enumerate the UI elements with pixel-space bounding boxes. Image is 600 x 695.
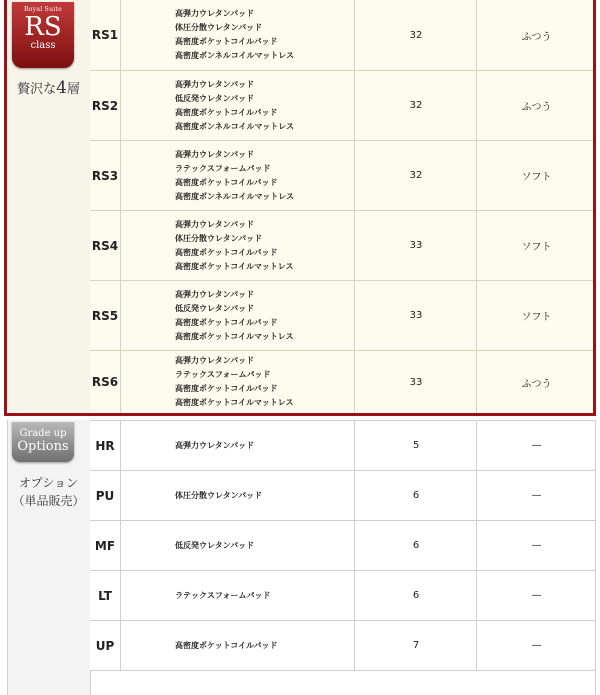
table-row: [0, 281, 600, 350]
layer-list: [121, 71, 355, 140]
layer-item: 高密度ポケットコイルパッド: [175, 317, 278, 327]
option-code: HR: [90, 421, 121, 470]
table-row: [0, 571, 600, 620]
rs-title-post: 層: [66, 82, 80, 97]
firmness-cell: —: [477, 571, 596, 620]
layer-item: 高密度ポケットコイルパッド: [175, 247, 278, 257]
table-row: [0, 211, 600, 280]
firmness-cell: ふつう: [477, 351, 596, 413]
table-row: [0, 0, 600, 70]
layer-list: [121, 141, 355, 210]
value-cell: 6: [356, 521, 477, 570]
layer-item: 高弾力ウレタンパッド: [175, 9, 255, 18]
layer-item: 低反発ウレタンパッド: [175, 540, 255, 550]
firmness-cell: ソフト: [477, 211, 596, 280]
layer-item: 高密度ポケットコイルマットレス: [175, 331, 294, 341]
product-code: RS1: [90, 0, 121, 70]
table-row: [0, 521, 600, 570]
layer-item: 体圧分散ウレタンパッド: [175, 490, 263, 500]
product-code: RS2: [90, 71, 121, 140]
option-code: UP: [90, 621, 121, 670]
value-cell: 33: [356, 351, 477, 413]
option-layer: [121, 521, 355, 570]
value-cell: 33: [356, 211, 477, 280]
product-code: RS6: [90, 351, 121, 413]
value-cell: 32: [356, 71, 477, 140]
options-badge-line1: Grade up: [19, 428, 67, 439]
layer-list: [121, 211, 355, 280]
value-cell: 6: [356, 571, 477, 620]
table-row: [0, 471, 600, 520]
value-cell: 32: [356, 141, 477, 210]
layer-item: 高弾力ウレタンパッド: [175, 440, 255, 450]
rs-title-num: 4: [56, 78, 67, 98]
layer-item: 高密度ボンネルコイルマットレス: [175, 121, 294, 131]
options-badge-line2: Options: [17, 439, 69, 454]
layer-item: 低反発ウレタンパッド: [175, 303, 255, 313]
value-cell: 5: [356, 421, 477, 470]
product-code: RS3: [90, 141, 121, 210]
layer-item: 高密度ポケットコイルマットレス: [175, 398, 294, 407]
firmness-cell: —: [477, 621, 596, 670]
layer-item: 高密度ボンネルコイルマットレス: [175, 191, 294, 201]
product-code: RS5: [90, 281, 121, 350]
firmness-cell: —: [477, 521, 596, 570]
firmness-cell: ふつう: [477, 0, 596, 70]
badge-sub-text: class: [30, 40, 56, 51]
value-cell: 33: [356, 281, 477, 350]
product-code: RS4: [90, 211, 121, 280]
table-row: [0, 141, 600, 210]
option-layer: [121, 421, 355, 470]
value-cell: 7: [356, 621, 477, 670]
layer-item: 高弾力ウレタンパッド: [175, 149, 255, 159]
firmness-cell: —: [477, 421, 596, 470]
layer-item: ラテックスフォームパッド: [175, 163, 271, 173]
layer-item: 高弾力ウレタンパッド: [175, 219, 255, 229]
layer-list: [121, 351, 355, 413]
layer-item: 体圧分散ウレタンパッド: [175, 233, 263, 243]
options-title-line2: （単品販売）: [12, 494, 85, 508]
layer-item: 高弾力ウレタンパッド: [175, 79, 255, 89]
firmness-cell: —: [477, 471, 596, 520]
firmness-cell: ふつう: [477, 71, 596, 140]
table-row: [0, 351, 600, 413]
option-code: MF: [90, 521, 121, 570]
layer-item: 高弾力ウレタンパッド: [175, 289, 255, 299]
table-row: [0, 621, 600, 670]
firmness-cell: ソフト: [477, 141, 596, 210]
value-cell: 6: [356, 471, 477, 520]
table-row: [0, 71, 600, 140]
layer-item: 高密度ポケットコイルパッド: [175, 384, 278, 393]
layer-item: 体圧分散ウレタンパッド: [175, 23, 263, 32]
layer-item: 高弾力ウレタンパッド: [175, 356, 255, 365]
option-layer: [121, 471, 355, 520]
layer-item: 低反発ウレタンパッド: [175, 93, 255, 103]
layer-item: 高密度ポケットコイルマットレス: [175, 261, 294, 271]
layer-item: 高密度ポケットコイルパッド: [175, 37, 278, 46]
layer-item: 高密度ポケットコイルパッド: [175, 107, 278, 117]
option-code: LT: [90, 571, 121, 620]
option-layer: [121, 571, 355, 620]
options-title-line1: オプション: [19, 476, 78, 490]
layer-item: ラテックスフォームパッド: [175, 590, 271, 600]
layer-item: 高密度ポケットコイルパッド: [175, 177, 278, 187]
table-row: [0, 421, 600, 470]
rs-title-pre: 贅沢な: [17, 82, 57, 97]
value-cell: 32: [356, 0, 477, 70]
badge-big-text: RS: [24, 12, 62, 42]
layer-list: [121, 281, 355, 350]
option-layer: [121, 621, 355, 670]
layer-item: 高密度ボンネルコイルマットレス: [175, 51, 294, 60]
row-divider: [90, 670, 596, 671]
layer-item: 高密度ポケットコイルパッド: [175, 640, 278, 650]
layer-item: ラテックスフォームパッド: [175, 370, 271, 379]
firmness-cell: ソフト: [477, 281, 596, 350]
badge-small-text: Royal Suite: [23, 6, 63, 13]
layer-list: [121, 0, 355, 70]
option-code: PU: [90, 471, 121, 520]
